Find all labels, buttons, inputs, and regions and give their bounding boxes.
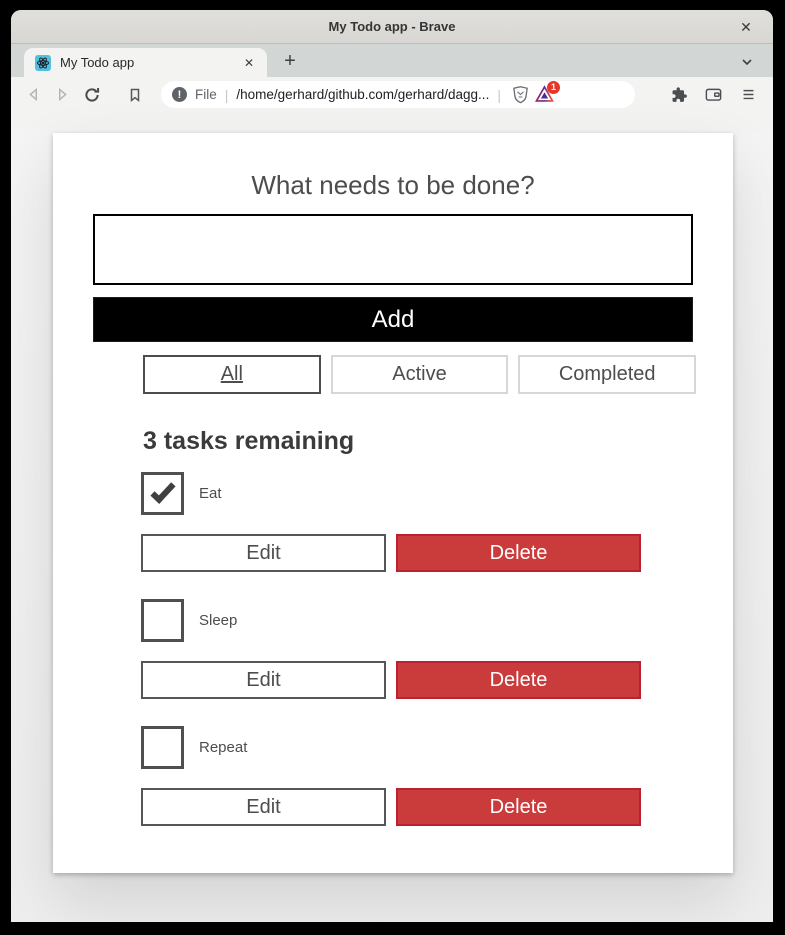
page-title: What needs to be done? (251, 170, 535, 200)
bookmark-icon[interactable] (120, 80, 149, 109)
task-item-eat (141, 472, 733, 572)
brave-shield-icon[interactable] (509, 83, 533, 107)
new-task-input[interactable] (93, 214, 693, 285)
tab-title: My Todo app (60, 55, 135, 70)
tasks-remaining-heading: 3 tasks remaining (143, 427, 355, 455)
delete-button[interactable]: Delete (396, 788, 641, 826)
brave-rewards-icon[interactable] (533, 83, 557, 107)
delete-button[interactable]: Delete (396, 661, 641, 699)
task-label[interactable]: Repeat (199, 739, 248, 756)
task-label[interactable]: Sleep (199, 612, 238, 629)
extensions-puzzle-icon[interactable] (664, 80, 693, 109)
task-item-repeat (141, 726, 733, 826)
window-title: My Todo app - Brave (328, 19, 456, 34)
tab-search-chevron-icon[interactable] (735, 50, 759, 74)
menu-icon[interactable] (734, 80, 763, 109)
task-checkbox-checked[interactable] (141, 472, 184, 515)
checkmark-icon (150, 478, 175, 504)
site-info-icon[interactable]: ! (172, 87, 187, 102)
task-item-sleep (141, 599, 733, 699)
filter-group (143, 355, 696, 394)
window-titlebar (11, 10, 773, 44)
task-checkbox[interactable] (141, 599, 184, 642)
tab-close-icon[interactable]: ✕ (243, 55, 255, 70)
forward-icon[interactable] (48, 80, 77, 109)
task-label[interactable]: Eat (199, 485, 222, 502)
tab-my-todo-app[interactable] (24, 48, 267, 77)
wallet-icon[interactable] (699, 80, 728, 109)
react-favicon-icon (35, 55, 51, 71)
filter-all-button[interactable]: All (143, 355, 321, 394)
back-icon[interactable] (19, 80, 48, 109)
edit-button[interactable]: Edit (141, 661, 386, 699)
edit-button[interactable]: Edit (141, 534, 386, 572)
toolbar-right-icons (664, 80, 765, 109)
window-close-icon[interactable]: ✕ (740, 18, 752, 35)
reload-icon[interactable] (77, 80, 106, 109)
task-checkbox[interactable] (141, 726, 184, 769)
add-button[interactable]: Add (93, 297, 693, 342)
url-scheme: File (195, 87, 217, 102)
rewards-badge: 1 (547, 81, 560, 94)
todo-app-card (53, 133, 733, 873)
url-separator: | (224, 86, 229, 103)
url-separator-2: | (497, 86, 501, 103)
edit-button[interactable]: Edit (141, 788, 386, 826)
browser-toolbar (11, 77, 773, 112)
tab-strip (11, 44, 773, 77)
delete-button[interactable]: Delete (396, 534, 641, 572)
page-viewport (11, 133, 773, 922)
url-path: /home/gerhard/github.com/gerhard/dagg... (236, 87, 490, 102)
address-bar[interactable] (161, 81, 635, 108)
browser-window (11, 10, 773, 922)
filter-active-button[interactable]: Active (331, 355, 509, 394)
new-tab-button[interactable]: + (284, 49, 296, 72)
filter-completed-button[interactable]: Completed (518, 355, 696, 394)
